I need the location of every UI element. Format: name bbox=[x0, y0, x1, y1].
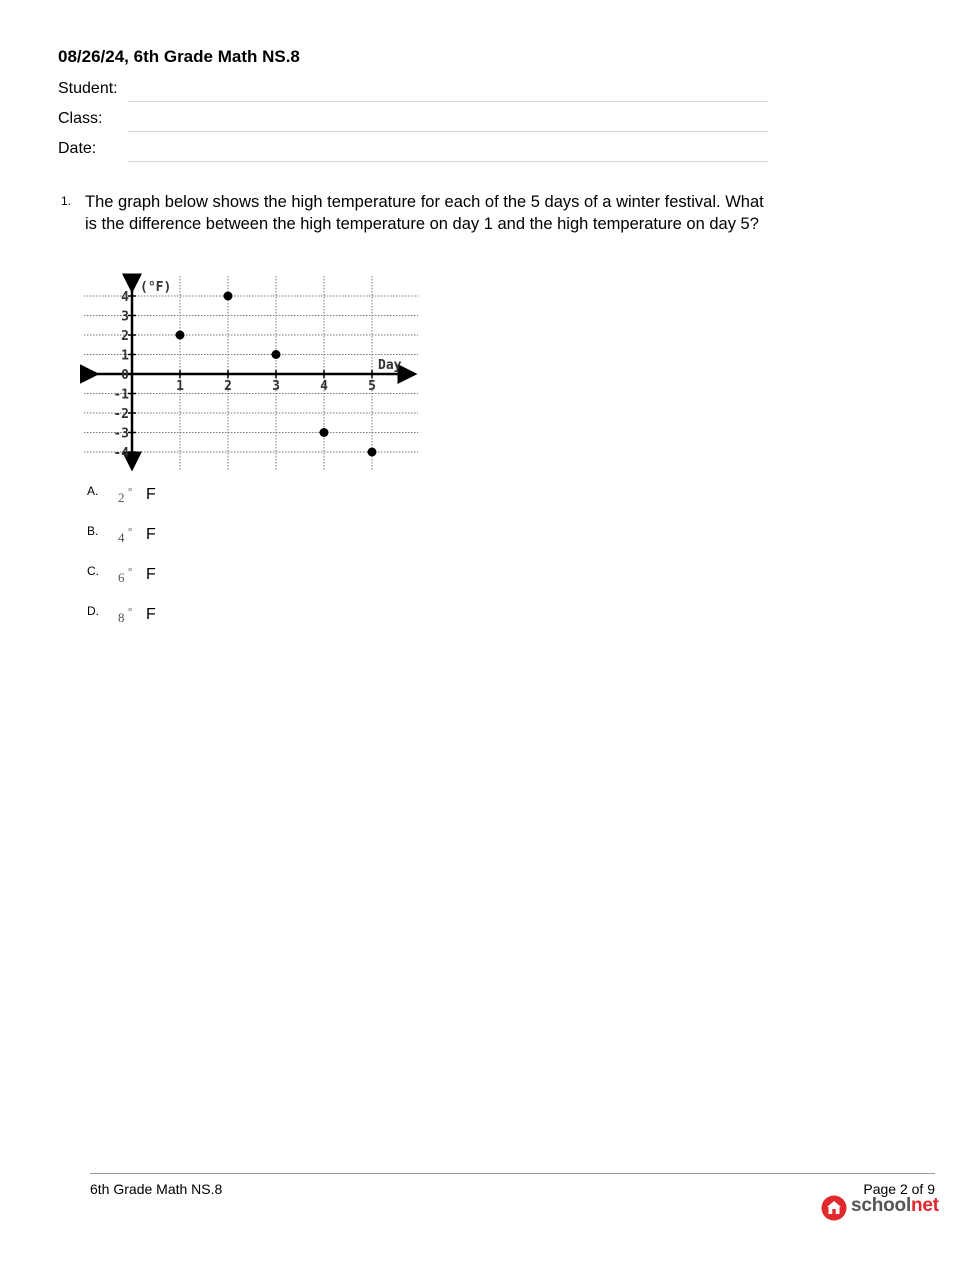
choice-value: 6 bbox=[118, 570, 125, 585]
question-number: 1. bbox=[61, 194, 72, 208]
choice-letter: B. bbox=[87, 524, 99, 538]
y-tick-label: 2 bbox=[121, 329, 129, 344]
y-tick-label: -4 bbox=[113, 446, 129, 461]
choice-letter: D. bbox=[87, 604, 99, 618]
class-label: Class: bbox=[58, 110, 103, 127]
choice-letter: A. bbox=[87, 484, 99, 498]
x-tick-label: 2 bbox=[224, 379, 232, 394]
y-tick-label: 0 bbox=[121, 368, 129, 383]
y-tick-label: -1 bbox=[113, 387, 129, 403]
footer-rule bbox=[90, 1173, 935, 1174]
date-label: Date: bbox=[58, 140, 97, 157]
y-tick-label: 1 bbox=[121, 348, 129, 364]
y-axis-label: (°F) bbox=[140, 280, 172, 295]
data-point bbox=[272, 350, 281, 359]
temperature-graph bbox=[80, 272, 425, 476]
student-label: Student: bbox=[58, 80, 118, 97]
data-point bbox=[320, 428, 329, 437]
choice-value: 4 bbox=[118, 530, 125, 545]
page-title: 08/26/24, 6th Grade Math NS.8 bbox=[58, 47, 300, 66]
choice-letter: C. bbox=[87, 564, 99, 578]
footer-title: 6th Grade Math NS.8 bbox=[90, 1181, 223, 1197]
y-tick-label: -3 bbox=[113, 426, 129, 442]
choice-value: 8 bbox=[118, 610, 125, 625]
x-axis-label: Day bbox=[378, 358, 402, 373]
choice-unit: F bbox=[146, 606, 156, 623]
page-number: Page 2 of 9 bbox=[863, 1181, 935, 1197]
logo-school-text: school bbox=[851, 1195, 912, 1216]
choice-unit: F bbox=[146, 566, 156, 583]
x-tick-label: 4 bbox=[320, 379, 328, 394]
degree-symbol: ° bbox=[128, 566, 133, 578]
question-text: The graph below shows the high temperature for each of the 5 days of a winter festival. What is the difference between the high temperature on day 1 and the high temperature on day 5? bbox=[85, 193, 764, 233]
y-tick-label: -2 bbox=[113, 407, 129, 422]
data-point bbox=[224, 292, 233, 301]
data-point bbox=[368, 448, 377, 457]
degree-symbol: ° bbox=[128, 526, 133, 538]
y-tick-label: 3 bbox=[121, 309, 129, 325]
degree-symbol: ° bbox=[128, 486, 133, 498]
date-field bbox=[58, 132, 768, 162]
x-tick-label: 5 bbox=[368, 379, 376, 394]
schoolnet-logo-icon bbox=[821, 1195, 847, 1221]
choice-value: 2 bbox=[118, 490, 125, 505]
y-tick-label: 4 bbox=[121, 290, 129, 305]
student-field bbox=[58, 72, 768, 102]
choice-unit: F bbox=[146, 526, 156, 543]
date-line bbox=[128, 161, 768, 162]
logo-net-text: net bbox=[911, 1195, 939, 1216]
choice-unit: F bbox=[146, 486, 156, 503]
degree-symbol: ° bbox=[128, 606, 133, 618]
x-tick-label: 1 bbox=[176, 379, 184, 394]
data-point bbox=[176, 331, 185, 340]
x-tick-label: 3 bbox=[272, 379, 280, 394]
class-field bbox=[58, 102, 768, 132]
